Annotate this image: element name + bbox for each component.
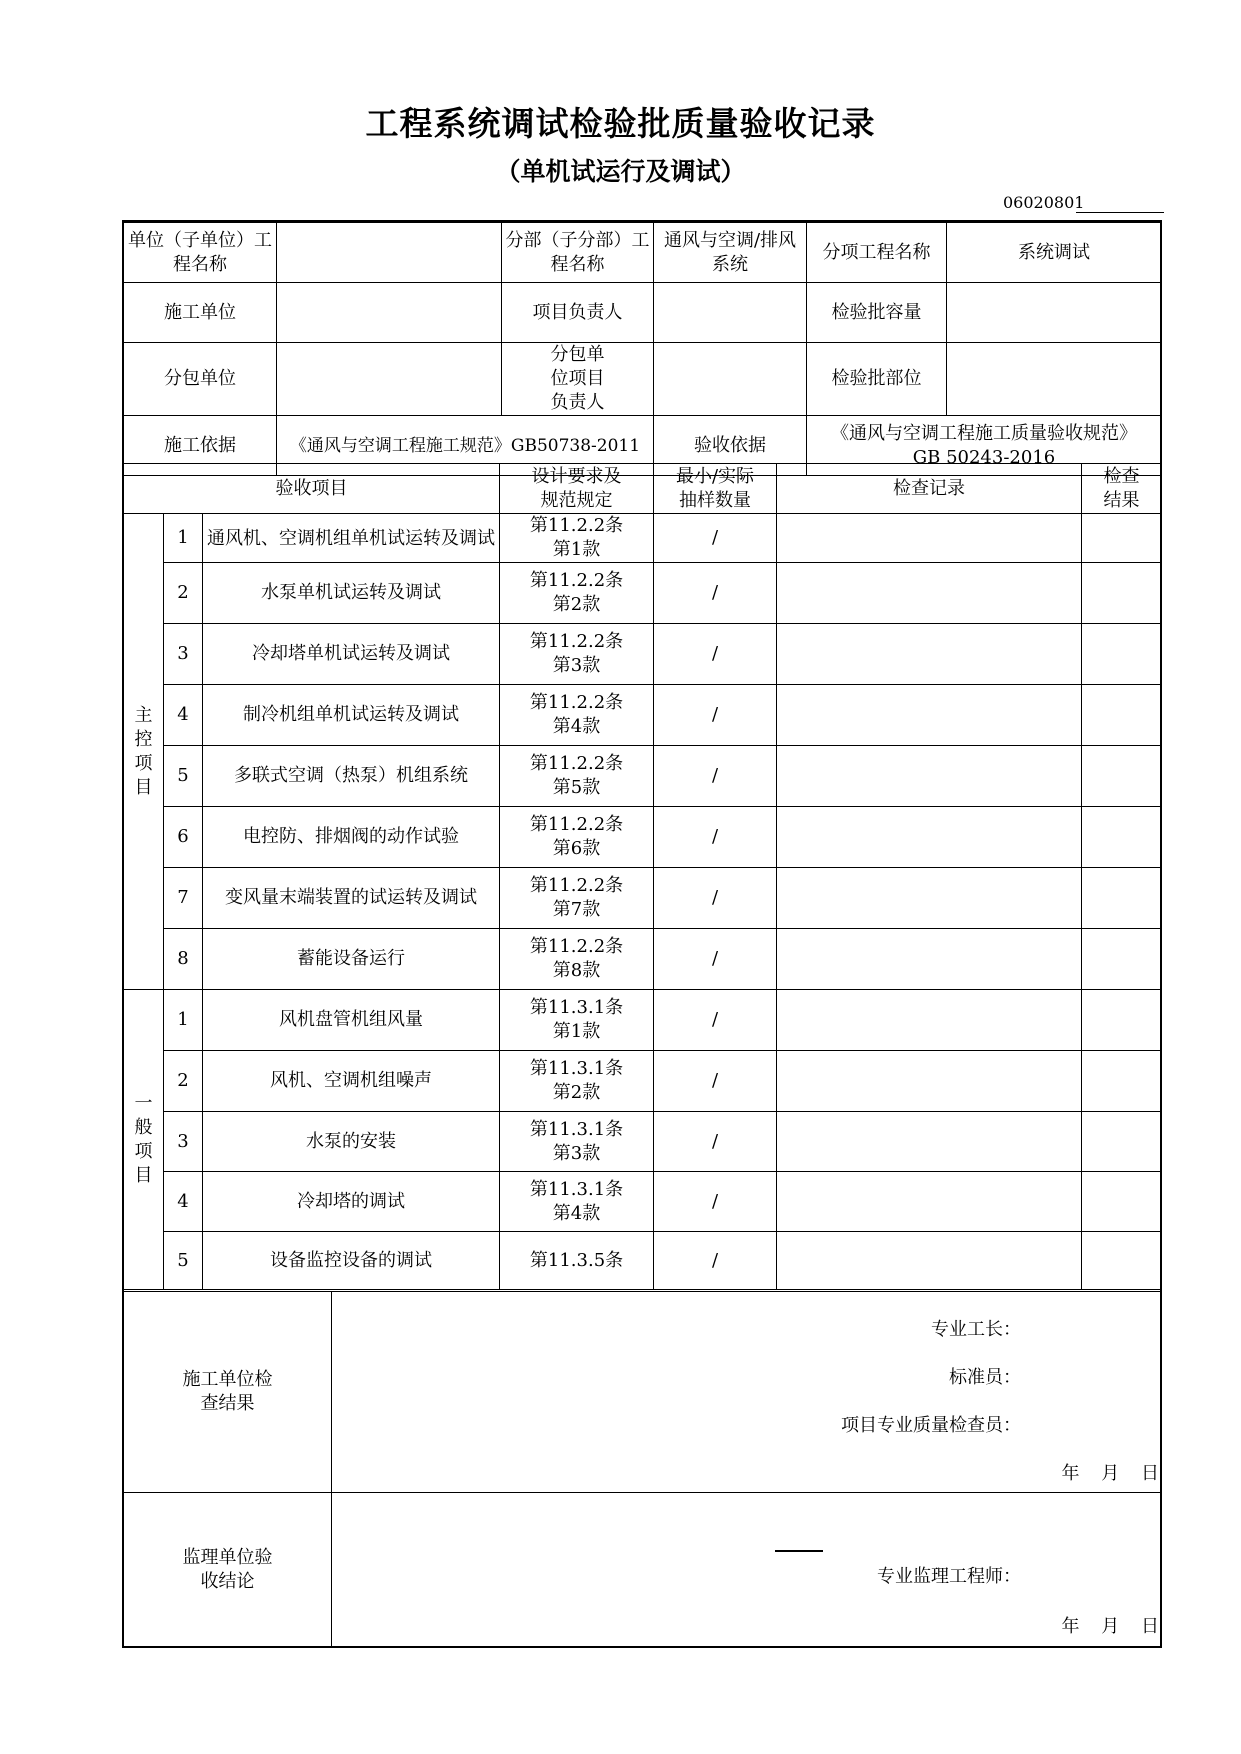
main-item-record[interactable] <box>777 929 1082 990</box>
main-item-no: 6 <box>164 807 203 868</box>
main-item-result[interactable] <box>1082 929 1162 990</box>
main-item-result[interactable] <box>1082 807 1162 868</box>
main-item-sample: / <box>654 563 777 624</box>
main-item-name: 水泵单机试运转及调试 <box>203 563 500 624</box>
division-value[interactable]: 通风与空调/排风系统 <box>654 223 807 283</box>
contractor-label: 施工单位 <box>124 283 277 343</box>
col-result-header: 检查结果 <box>1082 464 1162 514</box>
main-item-record[interactable] <box>777 746 1082 807</box>
contractor-check-area[interactable] <box>332 1292 1162 1493</box>
general-item-result[interactable] <box>1082 1051 1162 1112</box>
subitem-label: 分项工程名称 <box>807 223 947 283</box>
main-item-no: 3 <box>164 624 203 685</box>
main-item-name: 变风量末端装置的试运转及调试 <box>203 868 500 929</box>
general-item-result[interactable] <box>1082 1232 1162 1290</box>
project-leader-value[interactable] <box>654 283 807 343</box>
general-item-record[interactable] <box>777 1232 1082 1290</box>
division-label: 分部（子分部）工程名称 <box>502 223 654 283</box>
general-item-sample: / <box>654 1051 777 1112</box>
general-item-record[interactable] <box>777 1112 1082 1172</box>
sub-leader-label: 分包单位项目负责人 <box>502 343 654 416</box>
unit-project-label: 单位（子单位）工程名称 <box>124 223 277 283</box>
general-item-result[interactable] <box>1082 1172 1162 1232</box>
general-item-no: 2 <box>164 1051 203 1112</box>
signature-mark <box>775 1550 823 1552</box>
main-item-no: 8 <box>164 929 203 990</box>
main-item-no: 1 <box>164 514 203 563</box>
main-group-label: 主控项目 <box>124 514 164 990</box>
contractor-value[interactable] <box>277 283 502 343</box>
supervision-engineer-signature: 专业监理工程师： <box>877 1566 1021 1587</box>
general-item-sample: / <box>654 1232 777 1290</box>
main-item-no: 7 <box>164 868 203 929</box>
general-item-no: 3 <box>164 1112 203 1172</box>
main-item-clause: 第11.2.2条 第7款 <box>500 868 654 929</box>
general-item-result[interactable] <box>1082 990 1162 1051</box>
col-design-header: 设计要求及规范规定 <box>500 464 654 514</box>
header-table <box>123 222 1162 476</box>
contractor-check-date: 年 月 日 <box>1061 1463 1159 1484</box>
basis-label: 施工依据 <box>124 416 277 476</box>
general-item-clause: 第11.3.1条 第1款 <box>500 990 654 1051</box>
main-item-sample: / <box>654 624 777 685</box>
general-item-clause: 第11.3.1条 第2款 <box>500 1051 654 1112</box>
general-item-name: 风机盘管机组风量 <box>203 990 500 1051</box>
page-title: 工程系统调试检验批质量验收记录 <box>365 104 876 143</box>
general-group-label: 一般项目 <box>124 990 164 1290</box>
main-item-sample: / <box>654 807 777 868</box>
main-item-result[interactable] <box>1082 685 1162 746</box>
main-item-record[interactable] <box>777 514 1082 563</box>
batch-location-label: 检验批部位 <box>807 343 947 416</box>
col-sample-header: 最小/实际抽样数量 <box>654 464 777 514</box>
general-item-no: 5 <box>164 1232 203 1290</box>
general-item-name: 水泵的安装 <box>203 1112 500 1172</box>
main-item-clause: 第11.2.2条 第6款 <box>500 807 654 868</box>
standard-officer-signature: 标准员： <box>949 1367 1021 1388</box>
main-item-result[interactable] <box>1082 624 1162 685</box>
general-item-sample: / <box>654 1172 777 1232</box>
items-table <box>123 463 1162 1290</box>
general-item-name: 冷却塔的调试 <box>203 1172 500 1232</box>
general-item-no: 4 <box>164 1172 203 1232</box>
page-subtitle: （单机试运行及调试） <box>495 157 746 186</box>
main-item-sample: / <box>654 746 777 807</box>
batch-location-value[interactable] <box>947 343 1162 416</box>
main-item-result[interactable] <box>1082 514 1162 563</box>
acceptance-basis-label: 验收依据 <box>654 416 807 476</box>
main-item-no: 5 <box>164 746 203 807</box>
main-item-name: 蓄能设备运行 <box>203 929 500 990</box>
basis-value[interactable]: 《通风与空调工程施工规范》GB50738-2011 <box>277 416 654 476</box>
signoff-table <box>123 1291 1162 1648</box>
supervisor-check-label: 监理单位验收结论 <box>124 1493 332 1648</box>
col-item-header: 验收项目 <box>124 464 500 514</box>
general-item-result[interactable] <box>1082 1112 1162 1172</box>
general-item-record[interactable] <box>777 1051 1082 1112</box>
general-item-name: 风机、空调机组噪声 <box>203 1051 500 1112</box>
main-item-no: 4 <box>164 685 203 746</box>
main-item-record[interactable] <box>777 624 1082 685</box>
main-item-name: 冷却塔单机试运转及调试 <box>203 624 500 685</box>
subitem-value[interactable]: 系统调试 <box>947 223 1162 283</box>
main-item-record[interactable] <box>777 807 1082 868</box>
main-item-clause: 第11.2.2条 第4款 <box>500 685 654 746</box>
main-item-sample: / <box>654 868 777 929</box>
general-item-record[interactable] <box>777 990 1082 1051</box>
subcontractor-value[interactable] <box>277 343 502 416</box>
main-item-result[interactable] <box>1082 746 1162 807</box>
col-record-header: 检查记录 <box>777 464 1082 514</box>
form-code-underline <box>1076 212 1164 213</box>
main-item-record[interactable] <box>777 868 1082 929</box>
main-item-clause: 第11.2.2条 第1款 <box>500 514 654 563</box>
main-item-sample: / <box>654 514 777 563</box>
general-item-clause: 第11.3.1条 第4款 <box>500 1172 654 1232</box>
general-item-clause: 第11.3.1条 第3款 <box>500 1112 654 1172</box>
general-item-sample: / <box>654 990 777 1051</box>
main-item-clause: 第11.2.2条 第8款 <box>500 929 654 990</box>
main-item-name: 电控防、排烟阀的动作试验 <box>203 807 500 868</box>
general-item-name: 设备监控设备的调试 <box>203 1232 500 1290</box>
batch-capacity-value[interactable] <box>947 283 1162 343</box>
main-item-result[interactable] <box>1082 563 1162 624</box>
general-item-clause: 第11.3.5条 <box>500 1232 654 1290</box>
main-item-sample: / <box>654 685 777 746</box>
sub-leader-value[interactable] <box>654 343 807 416</box>
foreman-signature: 专业工长： <box>931 1319 1021 1340</box>
main-item-name: 多联式空调（热泵）机组系统 <box>203 746 500 807</box>
general-item-no: 1 <box>164 990 203 1051</box>
main-item-clause: 第11.2.2条 第5款 <box>500 746 654 807</box>
batch-capacity-label: 检验批容量 <box>807 283 947 343</box>
main-item-clause: 第11.2.2条 第3款 <box>500 624 654 685</box>
subcontractor-label: 分包单位 <box>124 343 277 416</box>
supervisor-check-date: 年 月 日 <box>1061 1616 1159 1637</box>
main-item-clause: 第11.2.2条 第2款 <box>500 563 654 624</box>
main-item-sample: / <box>654 929 777 990</box>
main-item-record[interactable] <box>777 685 1082 746</box>
form-code: 06020801 <box>1003 193 1085 212</box>
acceptance-basis-value[interactable]: 《通风与空调工程施工质量验收规范》GB 50243-2016 <box>807 416 1162 476</box>
main-item-record[interactable] <box>777 563 1082 624</box>
main-item-name: 制冷机组单机试运转及调试 <box>203 685 500 746</box>
general-item-record[interactable] <box>777 1172 1082 1232</box>
project-leader-label: 项目负责人 <box>502 283 654 343</box>
main-item-name: 通风机、空调机组单机试运转及调试 <box>203 514 500 563</box>
main-item-no: 2 <box>164 563 203 624</box>
main-item-result[interactable] <box>1082 868 1162 929</box>
general-item-sample: / <box>654 1112 777 1172</box>
unit-project-value[interactable] <box>277 223 502 283</box>
contractor-check-label: 施工单位检查结果 <box>124 1292 332 1493</box>
quality-inspector-signature: 项目专业质量检查员： <box>841 1415 1021 1436</box>
supervisor-check-area[interactable] <box>332 1493 1162 1648</box>
